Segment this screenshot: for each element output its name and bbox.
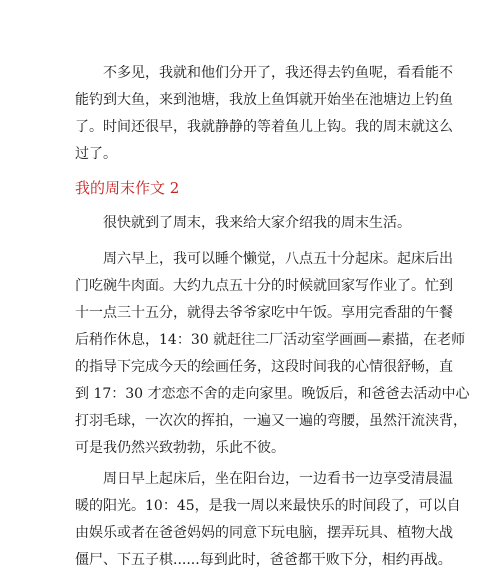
text-line: 周日早上起床后，坐在阳台边，一边看书一边享受清晨温 <box>75 471 453 487</box>
paragraph-sunday <box>75 466 461 574</box>
text-line: 打羽毛球，一次次的挥拍，一遍又一遍的弯腰，虽然汗流浃背， <box>75 413 467 429</box>
text-line: 十一点三十五分，就得去爷爷家吃中午饭。享用完香甜的午餐 <box>75 305 453 321</box>
paragraph-intro-continuation <box>75 60 453 168</box>
text-line: 了。时间还很早，我就静静的等着鱼儿上钩。我的周末就这么 <box>75 119 453 135</box>
text-line: 不多见，我就和他们分开了，我还得去钓鱼呢，看看能不 <box>75 65 453 81</box>
text-line: 的指导下完成今天的绘画任务，这段时间我的心情很舒畅，直 <box>75 359 453 375</box>
paragraph-intro <box>75 210 425 237</box>
text-line: 到 17：30 才恋恋不舍的走向家里。晚饭后，和爸爸去活动中心 <box>75 386 470 402</box>
text-line: 能钓到大鱼，来到池塘，我放上鱼饵就开始坐在池塘边上钓鱼 <box>75 92 453 108</box>
text-line: 周六早上，我可以睡个懒觉，八点五十分起床。起床后出 <box>75 251 453 267</box>
text-line: 过了。 <box>75 146 117 162</box>
text-line: 门吃碗牛肉面。大约九点五十分的时候就回家写作业了。忙到 <box>75 278 453 294</box>
section-heading: 我的周末作文 2 <box>75 179 180 197</box>
paragraph-saturday <box>75 246 470 462</box>
text-line: 可是我仍然兴致勃勃，乐此不彼。 <box>75 440 285 456</box>
text-line: 僵尸、下五子棋......每到此时，爸爸都干败下分，相约再战。 <box>75 552 452 568</box>
text-line: 后稍作休息，14：30 就赶往二厂活动室学画画—素描，在老师 <box>75 332 466 348</box>
text-line: 很快就到了周末，我来给大家介绍我的周末生活。 <box>75 215 411 231</box>
text-line: 由娱乐或者在爸爸妈妈的同意下玩电脑，摆弄玩具、植物大战 <box>75 525 453 541</box>
text-line: 暖的阳光。10：45，是我一周以来最快乐的时间段了，可以自 <box>75 498 461 514</box>
